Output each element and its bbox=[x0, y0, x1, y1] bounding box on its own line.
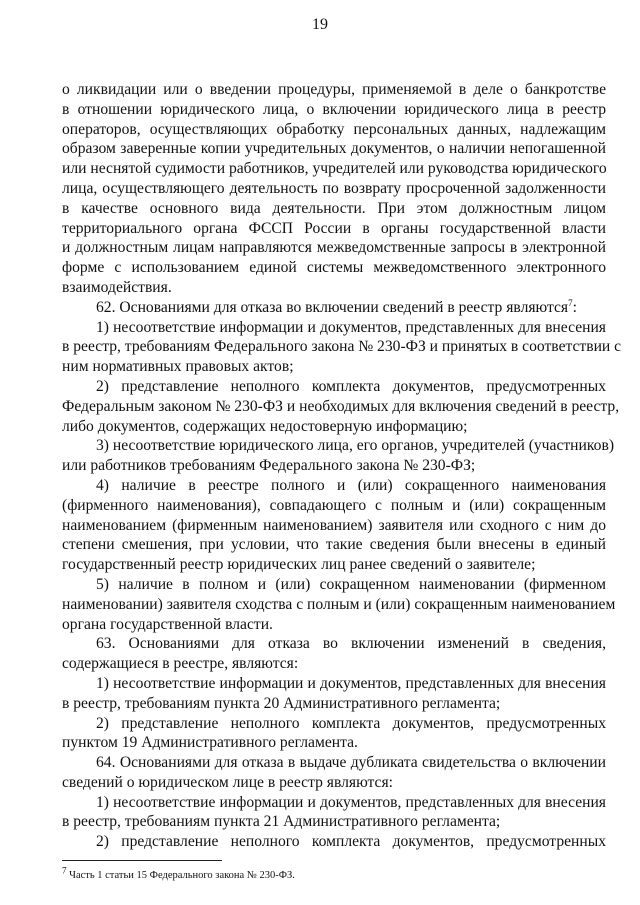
text-line: 5) наличие в полном и (или) сокращенном наименовании (фирменном bbox=[96, 575, 606, 593]
text-line: образом заверенные копии учредительных документов, о наличии непогашенной bbox=[62, 140, 606, 158]
text-line: Федеральным законом № 230-ФЗ и необходимых для включения сведений в реестр, bbox=[62, 397, 620, 415]
text-line: 1) несоответствие информации и документов, представленных для внесения bbox=[96, 793, 606, 811]
paragraph bbox=[62, 318, 622, 377]
text-line: (фирменного наименования), совпадающего с полным и (или) сокращенным bbox=[62, 496, 606, 514]
text-line: 64. Основаниями для отказа в выдаче дубликата свидетельства о включении bbox=[96, 754, 606, 772]
text-line: органа государственной власти. bbox=[62, 615, 273, 633]
footnote-mark: 7 bbox=[62, 865, 67, 876]
text-line: 4) наличие в реестре полного и (или) сокращенного наименования bbox=[96, 476, 606, 494]
text-line: в отношении юридического лица, о включении юридического лица в реестр bbox=[62, 100, 606, 118]
paragraph bbox=[62, 674, 606, 714]
text-line: степени смешения, при условии, что такие сведения были внесены в единый bbox=[62, 536, 606, 554]
text-line: 1) несоответствие информации и документов, представленных для внесения bbox=[96, 318, 606, 336]
text-line: 2) представление неполного комплекта документов, предусмотренных bbox=[96, 377, 606, 395]
text-line: 1) несоответствие информации и документов, представленных для внесения bbox=[96, 674, 606, 692]
text-line: в реестр, требованиям пункта 21 Административного регламента; bbox=[62, 813, 501, 831]
text-line: содержащиеся в реестре, являются: bbox=[62, 655, 299, 673]
paragraph bbox=[62, 793, 606, 833]
paragraph bbox=[62, 377, 620, 436]
paragraph bbox=[62, 634, 606, 674]
text-line: и должностным лицам направляются межведомственные запросы в электронной bbox=[62, 239, 606, 257]
text-line: территориального органа ФССП России в органы государственной власти bbox=[62, 219, 606, 237]
text-line: 2) представление неполного комплекта документов, предусмотренных bbox=[96, 833, 606, 851]
paragraph bbox=[62, 476, 606, 575]
footnote-divider bbox=[62, 860, 222, 861]
paragraph bbox=[62, 832, 606, 852]
footnote-reference: 7 bbox=[568, 297, 573, 308]
paragraph bbox=[62, 714, 606, 754]
text-line: наименовании) заявителя сходства с полным и (или) сокращенным наименованием bbox=[62, 595, 616, 613]
text-line: или неснятой судимости работников, учредителей или руководства юридического bbox=[62, 160, 607, 178]
text-line: 2) представление неполного комплекта документов, предусмотренных bbox=[96, 714, 606, 732]
paragraph bbox=[62, 753, 606, 793]
text-line: наименованием (фирменным наименованием) заявителя или сходного с ним до bbox=[62, 516, 606, 534]
text-line: государственный реестр юридических лиц ранее сведений о заявителе; bbox=[62, 556, 536, 574]
text-line: ним нормативных правовых актов; bbox=[62, 358, 294, 376]
page-number: 19 bbox=[312, 16, 328, 33]
text-line: в реестр, требованиям пункта 20 Административного регламента; bbox=[62, 694, 501, 712]
paragraph bbox=[62, 436, 615, 476]
text-line: или работников требованиям Федерального закона № 230-ФЗ; bbox=[62, 457, 476, 475]
text-line: либо документов, содержащих недостоверную информацию; bbox=[62, 417, 468, 435]
paragraph bbox=[62, 80, 606, 298]
text-line: 3) несоответствие юридического лица, его органов, учредителей (участников) bbox=[96, 437, 615, 455]
footnote-text: Часть 1 статьи 15 Федерального закона № 230-ФЗ. bbox=[69, 870, 295, 881]
text-line: в качестве основного вида деятельности. При этом должностным лицом bbox=[62, 199, 606, 217]
document-body bbox=[62, 80, 622, 852]
text-line: о ликвидации или о введении процедуры, применяемой в деле о банкротстве bbox=[62, 81, 606, 98]
text-line: лица, осуществляющего деятельность по возврату просроченной задолженности bbox=[62, 179, 606, 197]
text-line: взаимодействия. bbox=[62, 278, 172, 296]
paragraph bbox=[62, 575, 616, 634]
text-line: 62. Основаниями для отказа во включении сведений в реестр являются$^7$: bbox=[96, 297, 577, 316]
text-line: операторов, осуществляющих обработку персональных данных, надлежащим bbox=[62, 120, 606, 138]
text-line: форме с использованием единой системы межведомственного электронного bbox=[62, 259, 606, 277]
paragraph bbox=[62, 298, 606, 318]
footnote bbox=[62, 865, 295, 881]
text-line: сведений о юридическом лице в реестр являются: bbox=[62, 773, 393, 791]
text-line: 63. Основаниями для отказа во включении изменений в сведения, bbox=[96, 635, 606, 653]
text-line: пунктом 19 Административного регламента. bbox=[62, 734, 358, 752]
text-line: в реестр, требованиям Федерального закона № 230-ФЗ и принятых в соответствии с bbox=[62, 338, 622, 356]
